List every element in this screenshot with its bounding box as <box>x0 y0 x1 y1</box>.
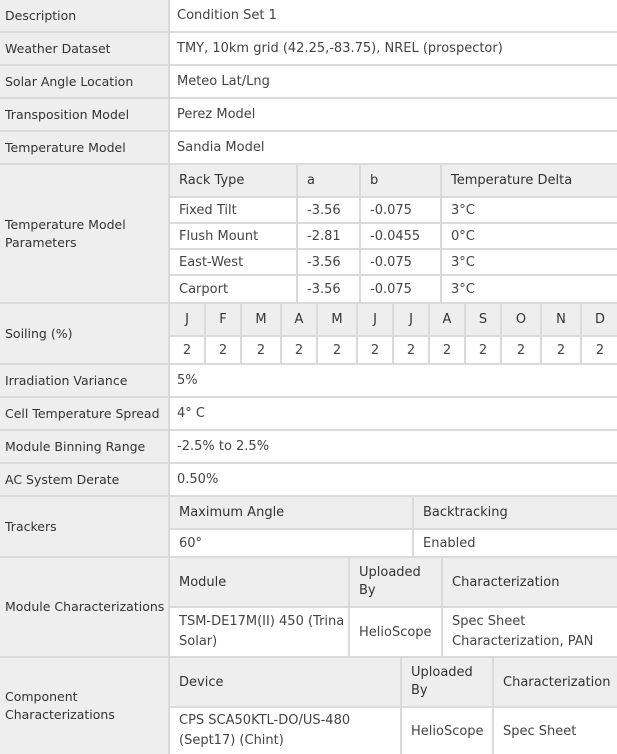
b-cell: -0.075 <box>361 250 442 274</box>
cell-temperature-spread-label: Cell Temperature Spread <box>0 398 170 429</box>
characterization-header: Characterization <box>494 658 617 706</box>
soiling-month-value: 2 <box>430 337 466 363</box>
trackers-values-row <box>170 530 617 556</box>
row-temperature-params <box>0 165 617 304</box>
table-row <box>170 276 617 302</box>
trackers-table <box>170 497 617 556</box>
soiling-month-header: J <box>394 304 430 335</box>
irradiation-variance-label: Irradiation Variance <box>0 365 170 396</box>
soiling-month-header: S <box>466 304 502 335</box>
solar-angle-label: Solar Angle Location <box>0 66 170 97</box>
soiling-month-header: O <box>502 304 542 335</box>
b-cell: -0.0455 <box>361 224 442 248</box>
row-module-characterizations <box>0 558 617 658</box>
device-value: CPS SCA50KTL-DO/US-480 (Sept17) (Chint) <box>170 708 402 754</box>
description-value: Condition Set 1 <box>170 0 617 31</box>
row-cell-temperature-spread <box>0 398 617 431</box>
rack-type-cell: Carport <box>170 276 298 302</box>
soiling-month-header: F <box>206 304 242 335</box>
soiling-month-value: 2 <box>394 337 430 363</box>
maximum-angle-value: 60° <box>170 530 414 556</box>
soiling-month-value: 2 <box>466 337 502 363</box>
row-trackers <box>0 497 617 558</box>
row-ac-system-derate <box>0 464 617 497</box>
module-value: TSM-DE17M(II) 450 (Trina Solar) <box>170 608 350 656</box>
ac-system-derate-value: 0.50% <box>170 464 617 495</box>
backtracking-header: Backtracking <box>414 497 617 528</box>
irradiation-variance-value: 5% <box>170 365 617 396</box>
table-row <box>170 198 617 224</box>
soiling-month-value: 2 <box>358 337 394 363</box>
component-characterizations-label: Component Characterizations <box>0 658 170 754</box>
soiling-months-row <box>170 304 617 337</box>
temperature-params-table <box>170 165 617 302</box>
soiling-month-header: A <box>430 304 466 335</box>
soiling-month-value: 2 <box>595 342 605 358</box>
a-header: a <box>298 165 361 196</box>
characterization-header: Characterization <box>443 558 617 606</box>
row-description <box>0 0 617 33</box>
temperature-delta-cell: 3°C <box>451 202 475 218</box>
description-label: Description <box>0 0 170 31</box>
rack-type-cell: East-West <box>170 250 298 274</box>
rack-type-cell: Fixed Tilt <box>170 198 298 222</box>
soiling-month-value: 2 <box>542 337 582 363</box>
b-cell: -0.075 <box>361 276 442 302</box>
soiling-month-value: 2 <box>206 337 242 363</box>
soiling-month-header: A <box>282 304 318 335</box>
temperature-params-label: Temperature Model Parameters <box>0 165 170 302</box>
transposition-model-value: Perez Model <box>170 99 617 130</box>
row-solar-angle <box>0 66 617 99</box>
module-binning-range-value: -2.5% to 2.5% <box>170 431 617 462</box>
soiling-label: Soiling (%) <box>0 304 170 363</box>
soiling-month-value: 2 <box>318 337 358 363</box>
temperature-model-value: Sandia Model <box>170 132 617 163</box>
row-module-binning-range <box>0 431 617 464</box>
soiling-month-header: J <box>170 304 206 335</box>
weather-dataset-value: TMY, 10km grid (42.25,-83.75), NREL (prospector) <box>170 33 617 64</box>
module-header: Module <box>170 558 350 606</box>
maximum-angle-header: Maximum Angle <box>170 497 414 528</box>
component-characterizations-table <box>170 658 617 754</box>
temperature-delta-cell: 3°C <box>451 281 475 297</box>
row-weather-dataset <box>0 33 617 66</box>
table-row <box>170 224 617 250</box>
soiling-month-header: N <box>542 304 582 335</box>
row-transposition-model <box>0 99 617 132</box>
component-char-values-row <box>170 708 617 754</box>
soiling-month-value: 2 <box>502 337 542 363</box>
module-binning-range-label: Module Binning Range <box>0 431 170 462</box>
soiling-values-row <box>170 337 617 363</box>
soiling-month-header: M <box>242 304 282 335</box>
module-char-header-row <box>170 558 617 608</box>
transposition-model-label: Transposition Model <box>0 99 170 130</box>
soiling-month-value: 2 <box>170 337 206 363</box>
solar-angle-value: Meteo Lat/Lng <box>170 66 617 97</box>
row-component-characterizations <box>0 658 617 754</box>
uploaded-by-header: Uploaded By <box>350 558 443 606</box>
device-header: Device <box>170 658 402 706</box>
weather-dataset-label: Weather Dataset <box>0 33 170 64</box>
cell-temperature-spread-value: 4° C <box>170 398 617 429</box>
backtracking-value: Enabled <box>423 535 476 551</box>
trackers-header-row <box>170 497 617 530</box>
characterization-value: Spec Sheet Characterization, PAN <box>452 614 594 649</box>
soiling-month-value: 2 <box>282 337 318 363</box>
soiling-month-header: D <box>582 304 617 335</box>
ac-system-derate-label: AC System Derate <box>0 464 170 495</box>
a-cell: -3.56 <box>298 276 361 302</box>
module-characterizations-label: Module Characterizations <box>0 558 170 656</box>
soiling-month-value: 2 <box>242 337 282 363</box>
b-cell: -0.075 <box>361 198 442 222</box>
rack-type-header: Rack Type <box>170 165 298 196</box>
table-row <box>170 250 617 276</box>
characterization-value: Spec Sheet <box>503 723 577 739</box>
soiling-month-header: J <box>358 304 394 335</box>
row-irradiation-variance <box>0 365 617 398</box>
module-char-values-row <box>170 608 617 656</box>
row-soiling <box>0 304 617 365</box>
component-char-header-row <box>170 658 617 708</box>
a-cell: -2.81 <box>298 224 361 248</box>
rack-type-cell: Flush Mount <box>170 224 298 248</box>
temperature-model-label: Temperature Model <box>0 132 170 163</box>
b-header: b <box>361 165 442 196</box>
uploaded-by-header: Uploaded By <box>402 658 494 706</box>
temperature-delta-cell: 3°C <box>451 254 475 270</box>
soiling-table <box>170 304 617 363</box>
a-cell: -3.56 <box>298 198 361 222</box>
temperature-delta-cell: 0°C <box>451 228 475 244</box>
table-header-row <box>170 165 617 198</box>
uploaded-by-value: HelioScope <box>402 708 494 754</box>
temperature-delta-header: Temperature Delta <box>442 165 617 196</box>
module-characterizations-table <box>170 558 617 656</box>
row-temperature-model <box>0 132 617 165</box>
soiling-month-header: M <box>318 304 358 335</box>
trackers-label: Trackers <box>0 497 170 556</box>
a-cell: -3.56 <box>298 250 361 274</box>
uploaded-by-value: HelioScope <box>350 608 443 656</box>
